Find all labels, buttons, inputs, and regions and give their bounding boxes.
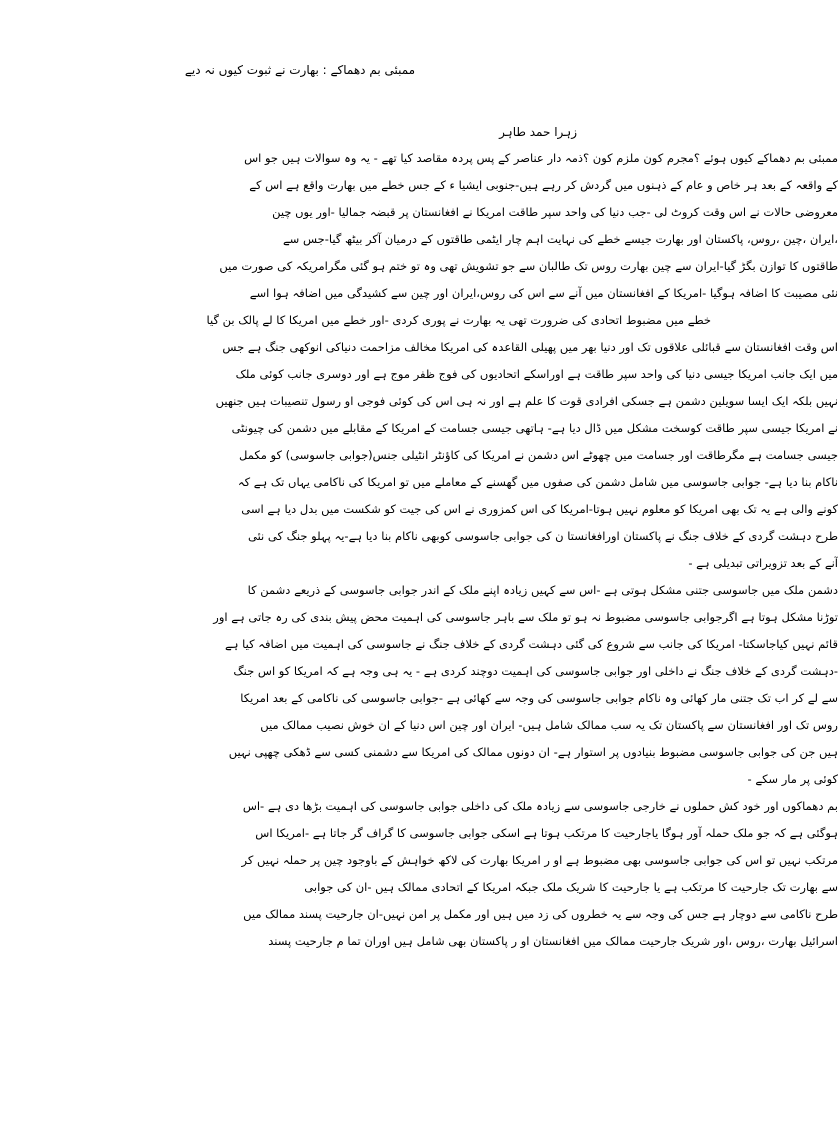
- text-line: کے واقعہ کے بعد ہر خاص و عام کے ذہنوں میں گردش کر رہے ہیں-جنوبی ایشیا ء کے جس خطے میں بھارت واقع ہے اس کے: [249, 178, 838, 192]
- text-line: ہوگئی ہے کہ جو ملک حملہ آور ہوگا یاجارحیت کا مرتکب ہوتا ہے اسکی جوابی جاسوسی کا گراف گر جاتا ہے -امریکا اس: [255, 826, 838, 840]
- text-line: کونے والی ہے یہ تک بھی امریکا کو معلوم نہیں ہوتا-امریکا کی اس کمزوری نے اس کی جیت کو شکست میں بدل دیا ہے اسی: [241, 502, 838, 516]
- text-line: نے امریکا جیسی سپر طاقت کوسخت مشکل میں ڈال دیا ہے- ہاتھی جیسی جسامت کے امریکا کے مقابلے میں دشمن کی چیونٹی: [231, 421, 838, 435]
- text-line: اسرائیل بھارت ،روس ،اور شریک جارحیت ممالک میں افغانستان او ر پاکستان بھی شامل ہیں اوران تما م جارحیت پسند: [268, 934, 838, 948]
- text-line: دشمن ملک میں جاسوسی جتنی مشکل ہوتی ہے -اس سے کہیں زیادہ اپنے ملک کے اندر جوابی جاسوسی کے ذریعے دشمن کا: [247, 583, 838, 597]
- article-body: [0, 145, 838, 955]
- paragraph: [0, 145, 838, 334]
- text-line: طرح ناکامی سے دوچار ہے جس کی وجہ سے یہ خطروں کی زد میں ہیں اور مکمل پر امن نہیں-ان جارحیت پسند ممالک میں: [243, 907, 838, 921]
- text-line: توڑنا مشکل ہوتا ہے اگرجوابی جاسوسی مضبوط نہ ہو تو ملک سے باہر جاسوسی کی اہمیت محض پیش بندی کی رہ جاتی ہے اور: [213, 610, 838, 624]
- text-line: ناکام بنا دیا ہے- جوابی جاسوسی میں شامل دشمن کی صفوں میں گھسنے کے معاملے میں تو امریکا کی ناکامی یہاں تک ہے کہ: [237, 475, 838, 489]
- text-line: قائم نہیں کیاجاسکتا- امریکا کی جانب سے شروع کی گئی دہشت گردی کے خلاف جنگ نے جاسوسی کی اہمیت میں اضافہ کیا ہے: [225, 637, 838, 651]
- text-line: -دہشت گردی کے خلاف جنگ نے داخلی اور جوابی جاسوسی کی اہمیت دوچند کردی ہے - یہ ہی وجہ ہے کہ امریکا کو اس جنگ: [233, 664, 838, 678]
- text-line: طاقتوں کا توازن بگڑ گیا-ایران سے چین بھارت روس تک طالبان سے جو تشویش تھی وہ تو ختم ہو گئی مگرامریکہ کی صورت میں: [219, 259, 838, 273]
- text-line: کوئی پر مار سکے -: [747, 772, 838, 786]
- text-line: سے بھارت تک جارحیت کا مرتکب ہے یا جارحیت کا شریک ملک جبکہ امریکا کے اتحادی ممالک ہیں -ان کی جوابی: [304, 880, 838, 894]
- text-line: میں ایک جانب امریکا جیسی دنیا کی واحد سپر طاقت ہے اوراسکے اتحادیوں کی فوج ظفر موج ہے اور دوسری جانب کوئی ملک: [235, 367, 838, 381]
- text-line: خطے میں مضبوط اتحادی کی ضرورت تھی یہ بھارت نے پوری کردی -اور خطے میں امریکا کا لے پالک بن گیا: [206, 313, 711, 327]
- paragraph: [0, 577, 838, 793]
- text-line: آنے کے بعد تزویراتی تبدیلی ہے -: [688, 556, 838, 570]
- text-line: ،ایران ،چین ،روس، پاکستان اور بھارت جیسے خطے کی نہایت اہم چار ایٹمی طاقتوں کے درمیان آکر بیٹھ گیا-جس سے: [282, 232, 838, 246]
- text-line: نہیں بلکہ ایک ایسا سویلین دشمن ہے جسکی افرادی قوت کا علم ہے اور نہ ہی اس کی کوئی فوجی او رسول تنصیبات ہیں جنھیں: [215, 394, 838, 408]
- text-line: سے لے کر اب تک جتنی مار کھائی وہ ناکام جوابی جاسوسی کی وجہ سے کھائی ہے -جوابی جاسوسی کی ناکامی کے بعد امریکا: [240, 691, 838, 705]
- text-line: معروضی حالات نے اس وقت کروٹ لی -جب دنیا کی واحد سپر طاقت امریکا نے افغانستان پر قبضہ جمالیا -اور یوں چین: [272, 205, 838, 219]
- text-line: نئی مصیبت کا اضافہ ہوگیا -امریکا کے افغانستان میں آنے سے اس کی روس،ایران اور چین سے کشیدگی میں اضافہ ہوا اسے: [249, 286, 838, 300]
- text-line: ہیں جن کی جوابی جاسوسی مضبوط بنیادوں پر استوار ہے- ان دونوں ممالک کی امریکا سے دشمنی کسی سے ڈھکی چھپی نہیں: [228, 745, 838, 759]
- text-line: جیسی جسامت ہے مگرطاقت اور جسامت میں چھوٹے اس دشمن نے امریکا کی کاؤنٹر انٹیلی جنس(جوابی جاسوسی) کو مکمل: [239, 448, 838, 462]
- text-line: اس وقت افغانستان سے قبائلی علاقوں تک اور دنیا بھر میں پھیلی القاعدہ کی امریکا مخالف مزاحمت دنیاکی انوکھی جنگ ہے جس: [222, 340, 838, 354]
- paragraph: [0, 334, 838, 577]
- author-line: زہرا حمد طاہر: [499, 125, 577, 139]
- paragraph: [0, 793, 838, 955]
- document-title: ممبئی بم دھماکے : بھارت نے ثبوت کیوں نہ دیے: [184, 63, 416, 77]
- text-line: روس تک اور افغانستان سے پاکستان تک یہ سب ممالک شامل ہیں- ایران اور چین اس دنیا کے ان خوش نصیب ممالک میں: [260, 718, 838, 732]
- text-line: مرتکب نہیں تو اس کی جوابی جاسوسی بھی مضبوط ہے او ر امریکا بھارت کی لاکھ خواہش کے باوجود چین پر حملہ نہیں کر: [241, 853, 838, 867]
- text-line: ممبئی بم دھماکے کیوں ہوئے ؟مجرم کون ملزم کون ؟ذمہ دار عناصر کے پس پردہ مقاصد کیا تھے - یہ وہ سوالات ہیں جو اس: [244, 151, 838, 165]
- text-line: طرح دہشت گردی کے خلاف جنگ نے پاکستان اورافغانستا ن کی جوابی جاسوسی کوبھی ناکام بنا دیا ہے-یہ پہلو جنگ کی نئی: [248, 529, 838, 543]
- text-line: بم دھماکوں اور خود کش حملوں نے خارجی جاسوسی سے زیادہ ملک کی داخلی جوابی جاسوسی کی اہمیت بڑھا دی ہے -اس: [242, 799, 838, 813]
